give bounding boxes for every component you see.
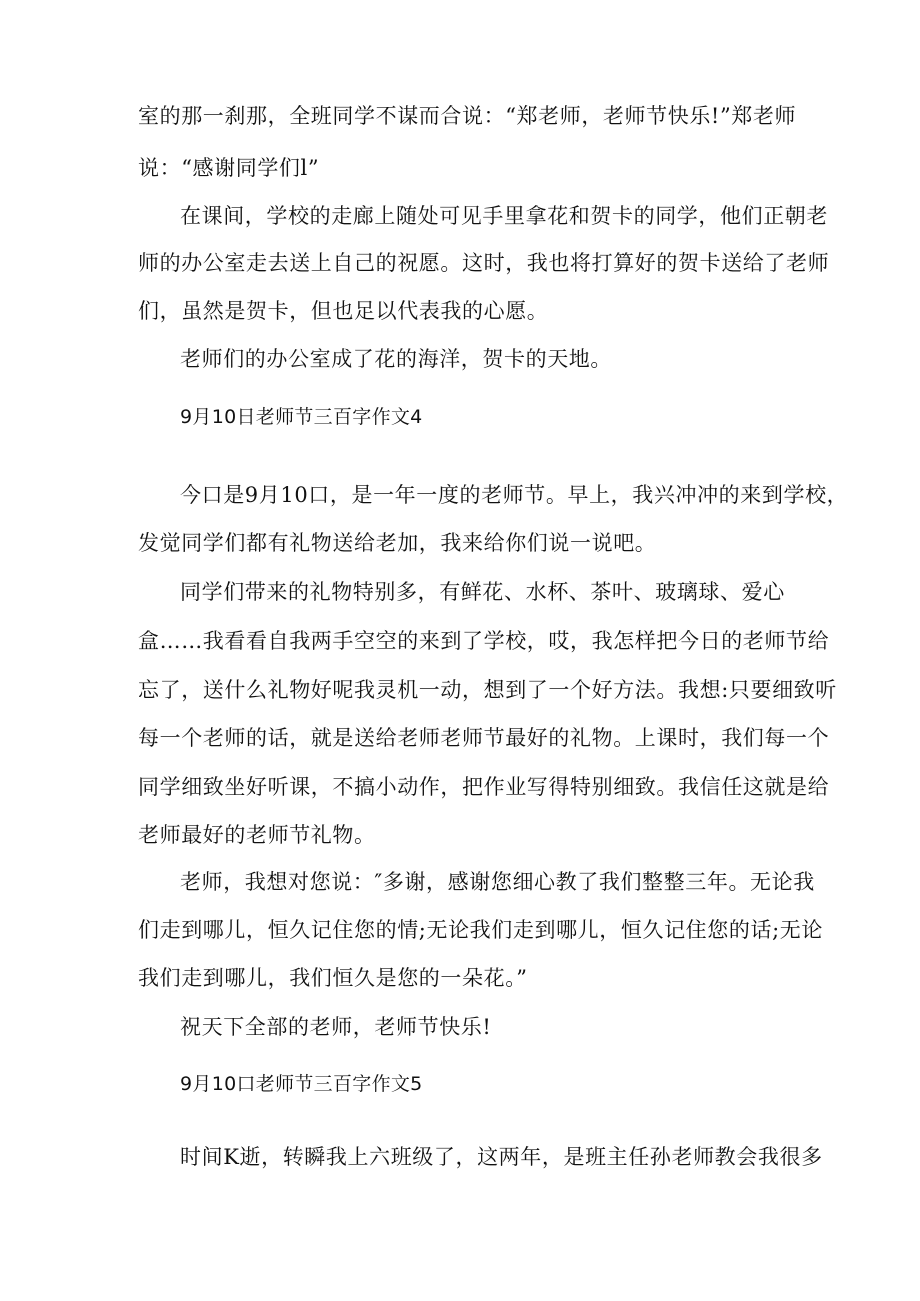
text-line: 师的办公室走去送上自己的祝愿。这时，我也将打算好的贺卡送给了老师 <box>138 251 830 275</box>
text-line: 每一个老师的话，就是送给老师老师节最好的礼物。上课时，我们每一个 <box>138 726 830 750</box>
text-line: 室的那一刹那，全班同学不谋而合说：“郑老师，老师节快乐!”郑老师 <box>138 104 797 128</box>
paragraph-start-line: 老师们的办公室成了花的海洋，贺卡的天地。 <box>180 347 612 371</box>
section-heading: 9月10口老师节三百字作文5 <box>180 1073 423 1095</box>
text-line: 们走到哪儿，恒久记住您的情;无论我们走到哪儿，恒久记住您的话;无论 <box>138 918 823 942</box>
paragraph-start-line: 老师，我想对您说：″多谢，感谢您细心教了我们整整三年。无论我 <box>180 870 815 894</box>
section-heading: 9月10日老师节三百字作文4 <box>180 406 423 428</box>
text-line: 盒……我看看自我两手空空的来到了学校，哎，我怎样把今日的老师节给 <box>138 629 830 653</box>
text-line: 忘了，送什么礼物好呢我灵机一动，想到了一个好方法。我想:只要细致听 <box>138 678 837 702</box>
paragraph-start-line: 时间K逝，转瞬我上六班级了，这两年，是班主任孙老师教会我很多 <box>180 1145 823 1169</box>
paragraph-start-line: 祝天下全部的老师，老师节快乐! <box>180 1015 492 1039</box>
paragraph-start-line: 同学们带来的礼物特别多，有鲜花、水杯、茶叶、玻璃球、爱心 <box>180 580 785 604</box>
text-line: 老师最好的老师节礼物。 <box>138 823 376 847</box>
text-line: 们，虽然是贺卡，但也足以代表我的心愿。 <box>138 299 549 323</box>
text-line: 发觉同学们都有礼物送给老加，我来给你们说一说吧。 <box>138 531 657 555</box>
text-line: 我们走到哪儿，我们恒久是您的一朵花。” <box>138 966 528 990</box>
text-line: 说：“感谢同学们l” <box>138 156 320 180</box>
paragraph-start-line: 在课间，学校的走廊上随处可见手里拿花和贺卡的同学，他们正朝老 <box>180 204 828 228</box>
paragraph-start-line: 今口是9月10口，是一年一度的老师节。早上，我兴冲冲的来到学校， <box>180 483 849 507</box>
text-line: 同学细致坐好听课，不搞小动作，把作业写得特别细致。我信任这就是给 <box>138 775 830 799</box>
